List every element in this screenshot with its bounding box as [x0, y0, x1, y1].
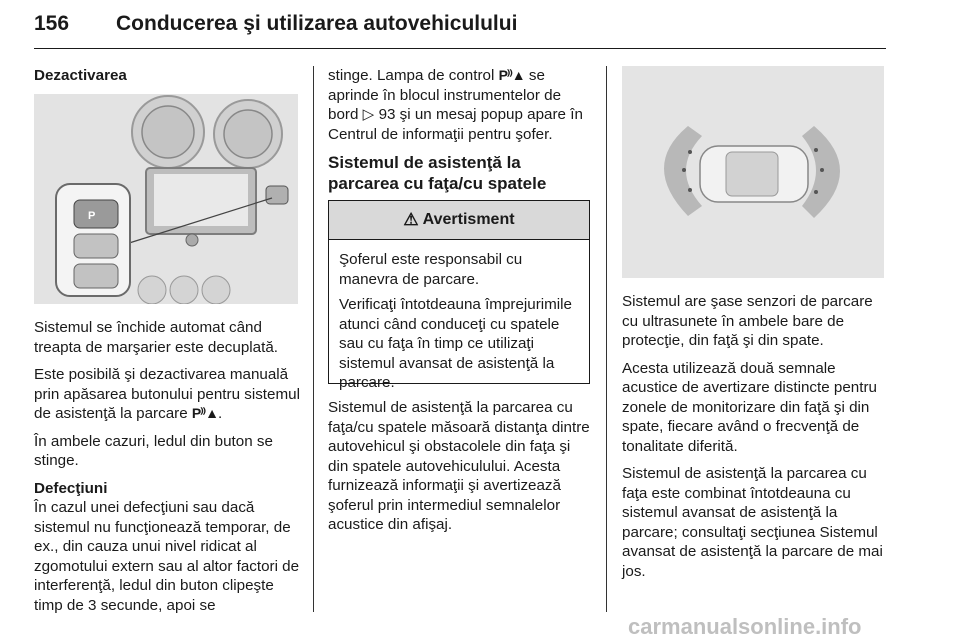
section-title: Sistemul de asistenţă la parcarea cu faţa/cu spatele — [328, 153, 547, 193]
warning-body — [329, 240, 589, 393]
page-title: Conducerea şi utilizarea autovehiculului — [116, 12, 518, 35]
page-number: 156 — [34, 12, 70, 35]
right-column-body — [622, 292, 888, 589]
watermark: carmanualsonline.info — [628, 614, 862, 639]
parking-sensor-illustration — [622, 66, 884, 278]
svg-text:P: P — [88, 210, 96, 222]
left-column-body — [34, 318, 302, 623]
parking-assist-icon: P⁾⁾▲ — [191, 405, 218, 421]
paragraph: stinge. Lampa de control P⁾⁾▲ se aprinde în blocul instrumentelor de bord ▷ 93 şi un mesaj popup apare în Centrul de informaţii pentru şofer. — [328, 67, 583, 143]
column-divider-1 — [313, 66, 314, 612]
parking-assist-icon: P⁾⁾▲ — [498, 67, 525, 83]
warning-triangle-icon: ⚠ — [403, 210, 419, 229]
dashboard-illustration — [34, 94, 298, 304]
paragraph: Este posibilă şi dezactivarea manuală prin apăsarea butonului pentru sistemul de asistenţă la parcare P⁾⁾▲. — [34, 366, 300, 422]
paragraph: Sistemul de asistenţă la parcarea cu faţa/cu spatele măsoară distanţa dintre autovehicul şi obstacolele din faţa şi din spatele autovehiculului. Acesta furnizează informaţii şi avertizează şoferul prin intermediul semnalelor acustice din afişaj. — [328, 399, 590, 533]
middle-column-body — [328, 398, 594, 543]
paragraph: Sistemul se închide automat când treapta de marşarier este decuplată. — [34, 319, 278, 356]
paragraph: Sistemul are şase senzori de parcare cu ultrasunete în ambele bare de protecţie, din faţă şi din spate. — [622, 293, 873, 349]
page-header — [34, 8, 886, 49]
left-column-top — [34, 66, 302, 86]
paragraph: Sistemul de asistenţă la parcarea cu faţa este combinat întotdeauna cu sistemul avansat de asistenţă la parcare; consultaţi secţiunea Sistemul avansat de asistenţă la parcare de mai jos. — [622, 465, 883, 580]
paragraph: Acesta utilizează două semnale acustice de avertizare distincte pentru zonele de monitorizare din faţă şi din spate, fiecare având o frecvenţă de tonalitate diferită. — [622, 359, 877, 455]
warning-title: Avertisment — [422, 211, 515, 228]
sub-heading-defectiuni: Defecţiuni — [34, 479, 108, 497]
paragraph: În ambele cazuri, ledul din buton se stinge. — [34, 432, 273, 469]
section-heading-dezactivarea: Dezactivarea — [34, 67, 127, 84]
dashboard-drawing — [34, 94, 298, 304]
warning-paragraph: Verificaţi întotdeauna împrejurimile atunci când conduceţi cu spatele sau cu faţa în timp ce utilizaţi sistemul avansat de asistenţă la parcare. — [339, 296, 572, 391]
warning-paragraph: Şoferul este responsabil cu manevra de parcare. — [339, 251, 523, 288]
column-divider-2 — [606, 66, 607, 612]
middle-column-top — [328, 66, 594, 204]
reference-arrow-icon: ▷ — [362, 106, 375, 123]
warning-header — [329, 201, 589, 240]
warning-box — [328, 200, 590, 391]
sensor-zones-drawing — [622, 66, 884, 278]
paragraph: În cazul unei defecţiuni sau dacă sistemul nu funcţionează temporar, de ex., din cauza unui nivel ridicat al zgomotului extern sau al altor factori de interferenţă, ledul din buton clipeşte timp de 3 secunde, apoi se — [34, 499, 300, 614]
